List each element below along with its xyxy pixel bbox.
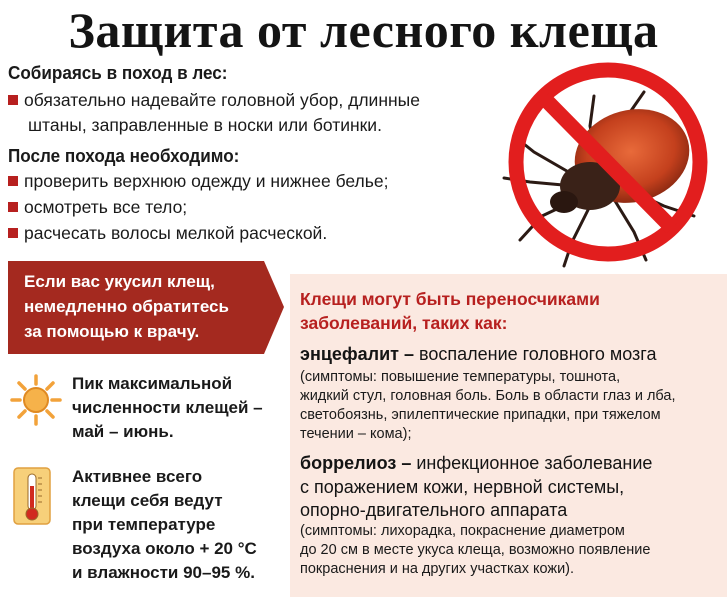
activity-line: воздуха около + 20 °С [72,539,257,558]
bite-alert-banner [8,261,284,354]
disease-description-line: опорно-двигательного аппарата [300,500,568,520]
list-item-text: проверить верхнюю одежду и нижнее белье; [24,171,389,191]
bullet-marker [8,228,18,238]
list-item-text: осмотреть все тело; [24,197,188,217]
disease-name: энцефалит – [300,344,414,364]
list-item [8,221,327,245]
symptoms-line: до 20 см в месте укуса клеща, возможно появление [300,542,651,558]
activity-line: и влажности 90–95 %. [72,563,255,582]
list-item-text: расчесать волосы мелкой расческой. [24,223,328,243]
peak-line: численности клещей – [72,398,263,417]
activity-line: клещи себя ведут [72,491,223,510]
bullet-marker [8,95,18,105]
thermometer-icon [12,466,52,531]
activity-line: при температуре [72,515,216,534]
encephalitis-entry [300,342,722,444]
list-item [8,88,420,112]
peak-season-text [72,372,263,444]
list-item-text: обязательно надевайте головной убор, длинные [24,90,420,110]
disease-description: инфекционное заболевание [411,453,653,473]
page-title: Защита от лесного клеща [68,2,659,58]
disease-description: воспаление головного мозга [413,344,657,364]
list-item [8,169,388,193]
symptoms-text [300,368,722,444]
after-trip-heading: После похода необходимо: [8,146,240,166]
no-tick-icon [494,56,722,270]
before-trip-heading: Собираясь в поход в лес: [8,63,228,83]
disease-name: боррелиоз – [300,453,412,473]
banner-line: Если вас укусил клещ, [24,272,215,291]
disease-description-line: с поражением кожи, нервной системы, [300,477,625,497]
symptoms-line: жидкий стул, головная боль. Боль в области глаз и лба, [300,388,676,404]
bullet-marker [8,202,18,212]
diseases-heading [300,287,720,335]
list-item [8,195,187,219]
bullet-marker [8,176,18,186]
symptoms-line: (симптомы: повышение температуры, тошнота, [300,369,621,385]
symptoms-line: покраснения и на других участках кожи). [300,561,575,577]
list-item-continuation: штаны, заправленные в носки или ботинки. [28,115,382,135]
diseases-heading-line: заболеваний, таких как: [300,313,508,333]
sun-icon [10,374,62,431]
symptoms-line: течении – кома); [300,426,412,442]
symptoms-line: светобоязнь, эпилептические припадки, при тяжелом [300,407,661,423]
activity-line: Активнее всего [72,467,203,486]
borreliosis-entry [300,452,722,579]
banner-line: немедленно обратитесь [24,297,229,316]
peak-line: май – июнь. [72,422,174,441]
symptoms-text [300,522,722,579]
symptoms-line: (симптомы: лихорадка, покраснение диаметром [300,523,625,539]
diseases-heading-line: Клещи могут быть переносчиками [300,289,600,309]
activity-conditions-text [72,465,257,585]
banner-line: за помощью к врачу. [24,322,200,341]
peak-line: Пик максимальной [72,374,233,393]
